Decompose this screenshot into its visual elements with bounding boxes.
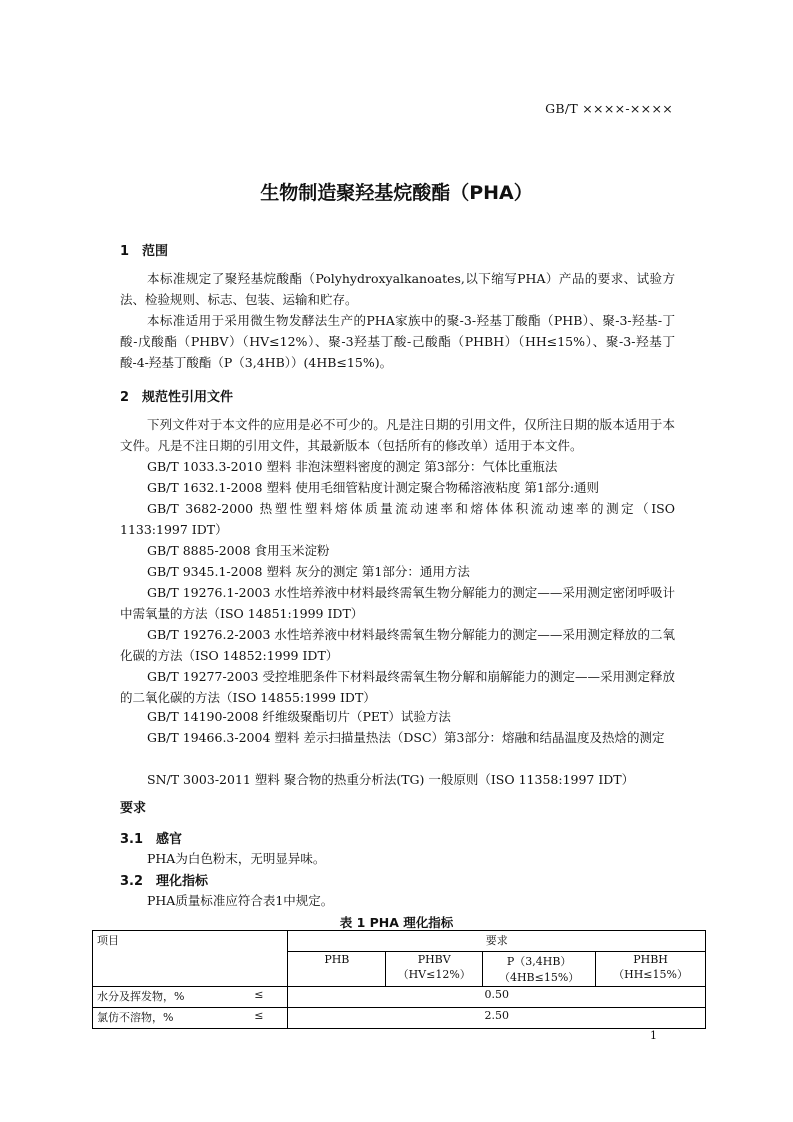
section-2-heading xyxy=(120,386,233,405)
reference-item: GB/T 9345.1-2008 塑料 灰分的测定 第1部分：通用方法 xyxy=(147,564,470,579)
row-item-cell xyxy=(93,1008,288,1029)
table-caption: 表 1 PHA 理化指标 xyxy=(339,915,454,930)
subsection-number: 3.1 xyxy=(120,832,144,847)
subheader-condition: （HV≤12%） xyxy=(397,968,471,981)
subheader-cell xyxy=(288,952,386,987)
table-row xyxy=(93,1008,706,1029)
subsection-3-2-heading xyxy=(120,870,208,889)
section-2-intro: 下列文件对于本文件的应用是必不可少的。凡是注日期的引用文件，仅所注日期的版本适用于本文件。凡是不注日期的引用文件，其最新版本（包括所有的修改单）适用于本文件。 xyxy=(120,417,675,453)
subheader-cell xyxy=(596,952,706,987)
row-item-cell xyxy=(93,987,288,1008)
section-title: 范围 xyxy=(142,244,169,259)
reference-item: GB/T 1033.3-2010 塑料 非泡沫塑料密度的测定 第3部分：气体比重瓶法 xyxy=(147,459,558,474)
reference-item: GB/T 19276.2-2003 水性培养液中材料最终需氧生物分解能力的测定——采用测定释放的二氧化碳的方法（ISO 14852:1999 IDT） xyxy=(120,627,675,663)
subsection-3-1-text: PHA为白色粉末，无明显异味。 xyxy=(147,851,326,866)
row-operator: ≤ xyxy=(254,988,264,1001)
reference-item: GB/T 19276.1-2003 水性培养液中材料最终需氧生物分解能力的测定——采用测定密闭呼吸计中需氧量的方法（ISO 14851:1999 IDT） xyxy=(120,585,675,621)
subheader-condition: （HH≤15%） xyxy=(613,968,688,981)
row-operator: ≤ xyxy=(254,1009,264,1022)
subheader-name: PHBH xyxy=(633,953,668,966)
row-item: 氯仿不溶物，% xyxy=(97,1011,174,1024)
subheader-condition: （4HB≤15%） xyxy=(498,971,580,984)
reference-item: GB/T 19277-2003 受控堆肥条件下材料最终需氧生物分解和崩解能力的测定——采用测定释放的二氧化碳的方法（ISO 14855:1999 IDT） xyxy=(120,669,675,705)
document-title: 生物制造聚羟基烷酸酯（PHA） xyxy=(260,182,533,204)
subheader-name: P（3,4HB） xyxy=(506,955,572,968)
section-number: 2 xyxy=(120,390,130,405)
reference-item: GB/T 1632.1-2008 塑料 使用毛细管粘度计测定聚合物稀溶液粘度 第1部分:通则 xyxy=(147,480,600,495)
table-header-row xyxy=(93,931,706,952)
reference-item: GB/T 19466.3-2004 塑料 差示扫描量热法（DSC）第3部分：熔融和结晶温度及热焓的测定 xyxy=(147,730,665,745)
subheader-name: PHBV xyxy=(417,953,451,966)
row-value: 0.50 xyxy=(288,987,706,1008)
row-value: 2.50 xyxy=(288,1008,706,1029)
reference-item: SN/T 3003-2011 塑料 聚合物的热重分析法(TG) 一般原则（ISO 11358:1997 IDT） xyxy=(147,772,635,787)
header-requirement: 要求 xyxy=(288,931,706,952)
subsection-title: 感官 xyxy=(156,832,183,847)
subsection-number: 3.2 xyxy=(120,874,144,889)
row-item: 水分及挥发物，% xyxy=(97,990,185,1003)
section-1-heading xyxy=(120,240,168,259)
standard-code: GB/T ××××-×××× xyxy=(545,101,673,116)
subsection-3-1-heading xyxy=(120,828,182,847)
reference-item: GB/T 3682-2000 热塑性塑料熔体质量流动速率和熔体体积流动速率的测定（ISO 1133:1997 IDT） xyxy=(120,501,675,537)
section-title: 规范性引用文件 xyxy=(142,390,234,405)
section-number: 1 xyxy=(120,244,130,259)
reference-item: GB/T 8885-2008 食用玉米淀粉 xyxy=(147,543,330,558)
page-number: 1 xyxy=(650,1029,657,1042)
section-1-paragraph-2: 本标准适用于采用微生物发酵法生产的PHA家族中的聚-3-羟基丁酸酯（PHB）、聚-3-羟基-丁酸-戊酸酯（PHBV）（HV≤12%）、聚-3羟基丁酸-己酸酯（PHBH）（HH≤15%）、聚-3-羟基丁酸-4-羟基丁酸酯（P（3,4HB））(4HB≤15%)。 xyxy=(120,313,675,370)
header-item: 项目 xyxy=(93,931,288,987)
subsection-3-2-text: PHA质量标准应符合表1中规定。 xyxy=(147,893,334,908)
section-1-paragraph-1: 本标准规定了聚羟基烷酸酯（Polyhydroxyalkanoates,以下缩写PHA）产品的要求、试验方法、检验规则、标志、包装、运输和贮存。 xyxy=(120,271,675,307)
subheader-name: PHB xyxy=(324,953,350,966)
spec-table xyxy=(92,930,706,1029)
subheader-cell xyxy=(483,952,596,987)
section-3-heading: 要求 xyxy=(120,801,147,816)
table-row xyxy=(93,987,706,1008)
subheader-cell xyxy=(386,952,483,987)
subsection-title: 理化指标 xyxy=(156,874,209,889)
reference-item: GB/T 14190-2008 纤维级聚酯切片（PET）试验方法 xyxy=(147,709,451,724)
